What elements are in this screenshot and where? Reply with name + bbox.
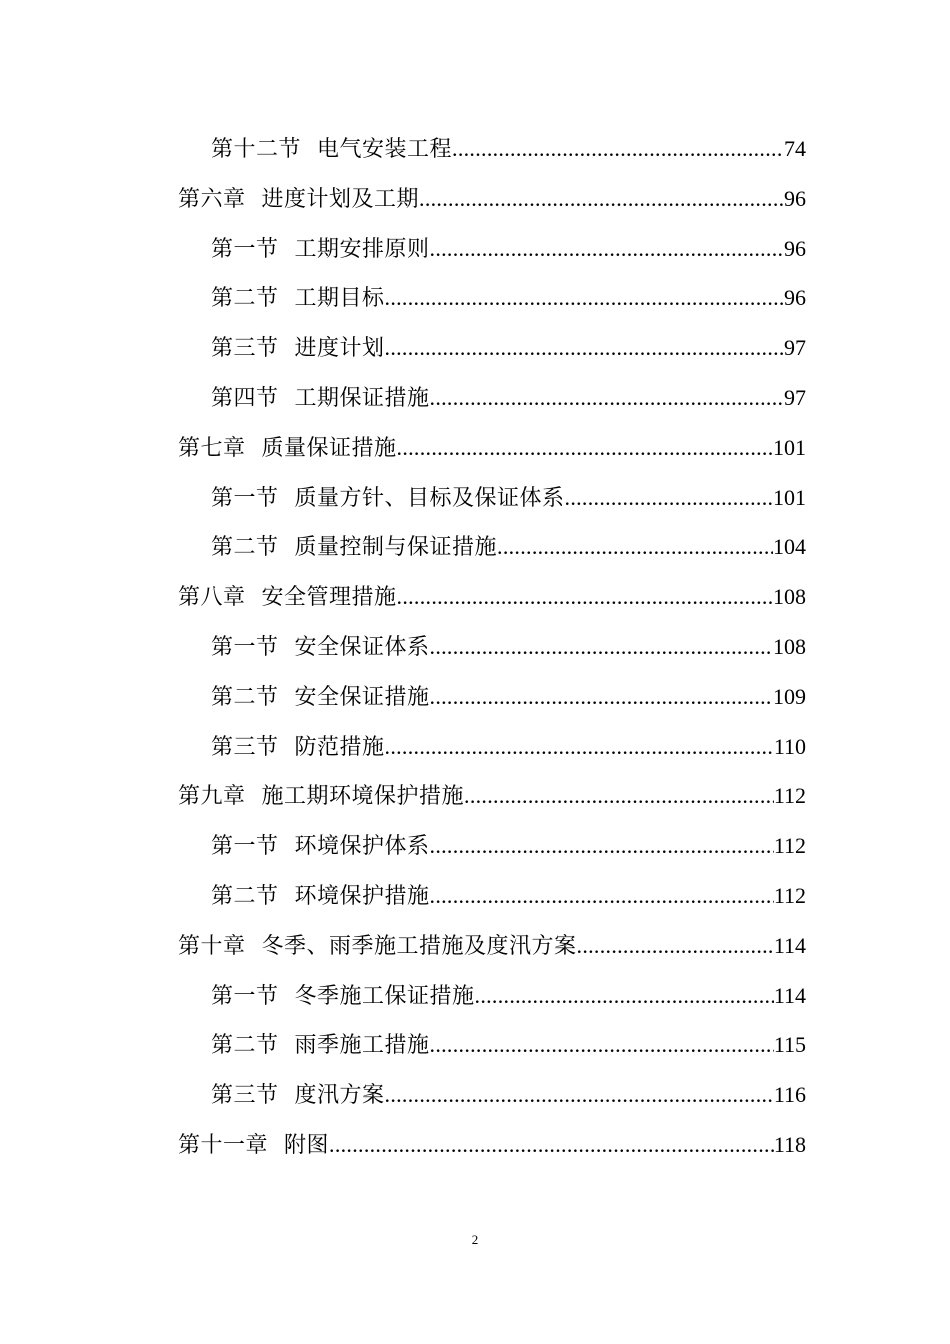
toc-entry-title: 安全保证体系 (294, 634, 430, 660)
toc-entry-label: 第四节 (211, 385, 279, 411)
toc-entry-label: 第十章 (178, 933, 246, 959)
toc-entry-label: 第十二节 (211, 137, 302, 162)
toc-entry[interactable] (211, 1070, 806, 1120)
toc-entry-title: 安全管理措施 (261, 585, 397, 611)
toc-entry-label: 第九章 (178, 784, 246, 810)
toc-entry-page: 104 (773, 534, 806, 560)
toc-entry-label: 第一节 (211, 983, 279, 1009)
toc-entry-label: 第八章 (178, 585, 246, 611)
toc-entry[interactable] (211, 672, 806, 722)
toc-entry[interactable] (211, 821, 806, 871)
dot-leader (497, 522, 773, 572)
dot-leader (430, 672, 773, 722)
toc-entry-title: 雨季施工措施 (294, 1033, 430, 1059)
toc-entry-title: 附图 (284, 1132, 330, 1158)
toc-entry[interactable] (211, 124, 806, 174)
dot-leader (329, 1120, 774, 1170)
toc-entry[interactable] (178, 572, 806, 622)
dot-leader (397, 572, 773, 622)
toc-entry-page: 74 (784, 136, 806, 161)
toc-entry-label: 第二节 (211, 535, 279, 561)
toc-entry-title: 质量控制与保证措施 (294, 535, 498, 561)
toc-entry-title: 质量方针、目标及保证体系 (294, 485, 565, 511)
toc-entry[interactable] (211, 224, 806, 274)
toc-entry[interactable] (211, 273, 806, 323)
toc-entry-page: 96 (784, 185, 806, 211)
toc-entry-label: 第一节 (211, 485, 279, 511)
toc-entry[interactable] (178, 921, 806, 971)
toc-entry[interactable] (178, 771, 806, 821)
toc-entry[interactable] (211, 323, 806, 373)
toc-entry-label: 第七章 (178, 435, 246, 461)
dot-leader (577, 921, 774, 971)
toc-entry[interactable] (211, 522, 806, 572)
toc-entry[interactable] (211, 373, 806, 423)
toc-entry[interactable] (178, 423, 806, 473)
toc-entry-page: 114 (773, 982, 806, 1008)
toc-entry-page: 109 (773, 683, 806, 709)
toc-entry-page: 101 (773, 484, 806, 510)
dot-leader (464, 771, 774, 821)
toc-entry-label: 第三节 (211, 734, 279, 760)
toc-entry-label: 第一节 (211, 834, 279, 860)
dot-leader (565, 473, 773, 523)
toc-entry-title: 工期保证措施 (294, 385, 430, 411)
page-number: 2 (471, 1232, 479, 1247)
toc-entry-page: 112 (773, 833, 806, 859)
toc-entry-title: 工期目标 (294, 286, 385, 312)
toc-entry-label: 第三节 (211, 336, 279, 362)
toc-entry-page: 112 (773, 783, 806, 809)
toc-entry[interactable] (211, 871, 806, 921)
toc-entry-page: 108 (773, 584, 806, 610)
toc-entry-page: 101 (773, 434, 806, 460)
toc-entry-title: 冬季施工保证措施 (294, 983, 475, 1009)
toc-entry-title: 进度计划 (294, 336, 385, 362)
toc-entry-label: 第一节 (211, 634, 279, 660)
toc-entry-label: 第二节 (211, 684, 279, 710)
dot-leader (430, 224, 784, 274)
toc-entry-label: 第二节 (211, 286, 279, 312)
toc-entry-title: 度汛方案 (294, 1083, 385, 1109)
dot-leader (385, 1070, 774, 1120)
toc-entry-page: 96 (784, 285, 806, 311)
toc-entry-title: 防范措施 (294, 734, 385, 760)
toc-entry[interactable] (211, 473, 806, 523)
toc-entry-label: 第十一章 (178, 1132, 269, 1158)
toc-entry[interactable] (211, 722, 806, 772)
toc-entry-label: 第六章 (178, 186, 246, 212)
dot-leader (475, 971, 774, 1021)
toc-entry-page: 110 (773, 733, 806, 759)
toc-entry-label: 第一节 (211, 236, 279, 262)
dot-leader (430, 373, 784, 423)
toc-entry-title: 进度计划及工期 (261, 186, 420, 212)
table-of-contents (0, 124, 950, 1170)
toc-entry-title: 环境保护体系 (294, 834, 430, 860)
dot-leader (419, 174, 784, 224)
toc-entry[interactable] (211, 1020, 806, 1070)
toc-entry-title: 质量保证措施 (261, 435, 397, 461)
dot-leader (430, 821, 774, 871)
toc-entry[interactable] (211, 622, 806, 672)
toc-entry-page: 97 (784, 335, 806, 361)
toc-entry-title: 环境保护措施 (294, 883, 430, 909)
toc-entry-page: 114 (773, 932, 806, 958)
toc-entry-label: 第三节 (211, 1083, 279, 1109)
dot-leader (397, 423, 773, 473)
toc-entry-page: 96 (784, 235, 806, 261)
toc-entry-page: 116 (773, 1082, 806, 1108)
dot-leader (452, 124, 784, 174)
toc-entry-title: 工期安排原则 (294, 236, 430, 262)
toc-entry-label: 第二节 (211, 883, 279, 909)
toc-entry-title: 施工期环境保护措施 (261, 784, 465, 810)
toc-entry-page: 115 (773, 1032, 806, 1058)
toc-entry-title: 安全保证措施 (294, 684, 430, 710)
toc-entry-label: 第二节 (211, 1033, 279, 1059)
dot-leader (430, 871, 774, 921)
toc-entry-title: 电气安装工程 (317, 137, 453, 162)
dot-leader (385, 273, 784, 323)
dot-leader (385, 323, 784, 373)
toc-entry-page: 97 (784, 384, 806, 410)
toc-entry[interactable] (211, 971, 806, 1021)
dot-leader (430, 622, 773, 672)
toc-entry-page: 108 (773, 633, 806, 659)
toc-entry-page: 112 (773, 882, 806, 908)
toc-entry-page: 118 (773, 1131, 806, 1157)
toc-entry-title: 冬季、雨季施工措施及度汛方案 (261, 933, 577, 959)
dot-leader (385, 722, 774, 772)
dot-leader (430, 1020, 774, 1070)
toc-entry[interactable] (178, 174, 806, 224)
toc-entry[interactable] (178, 1120, 806, 1170)
